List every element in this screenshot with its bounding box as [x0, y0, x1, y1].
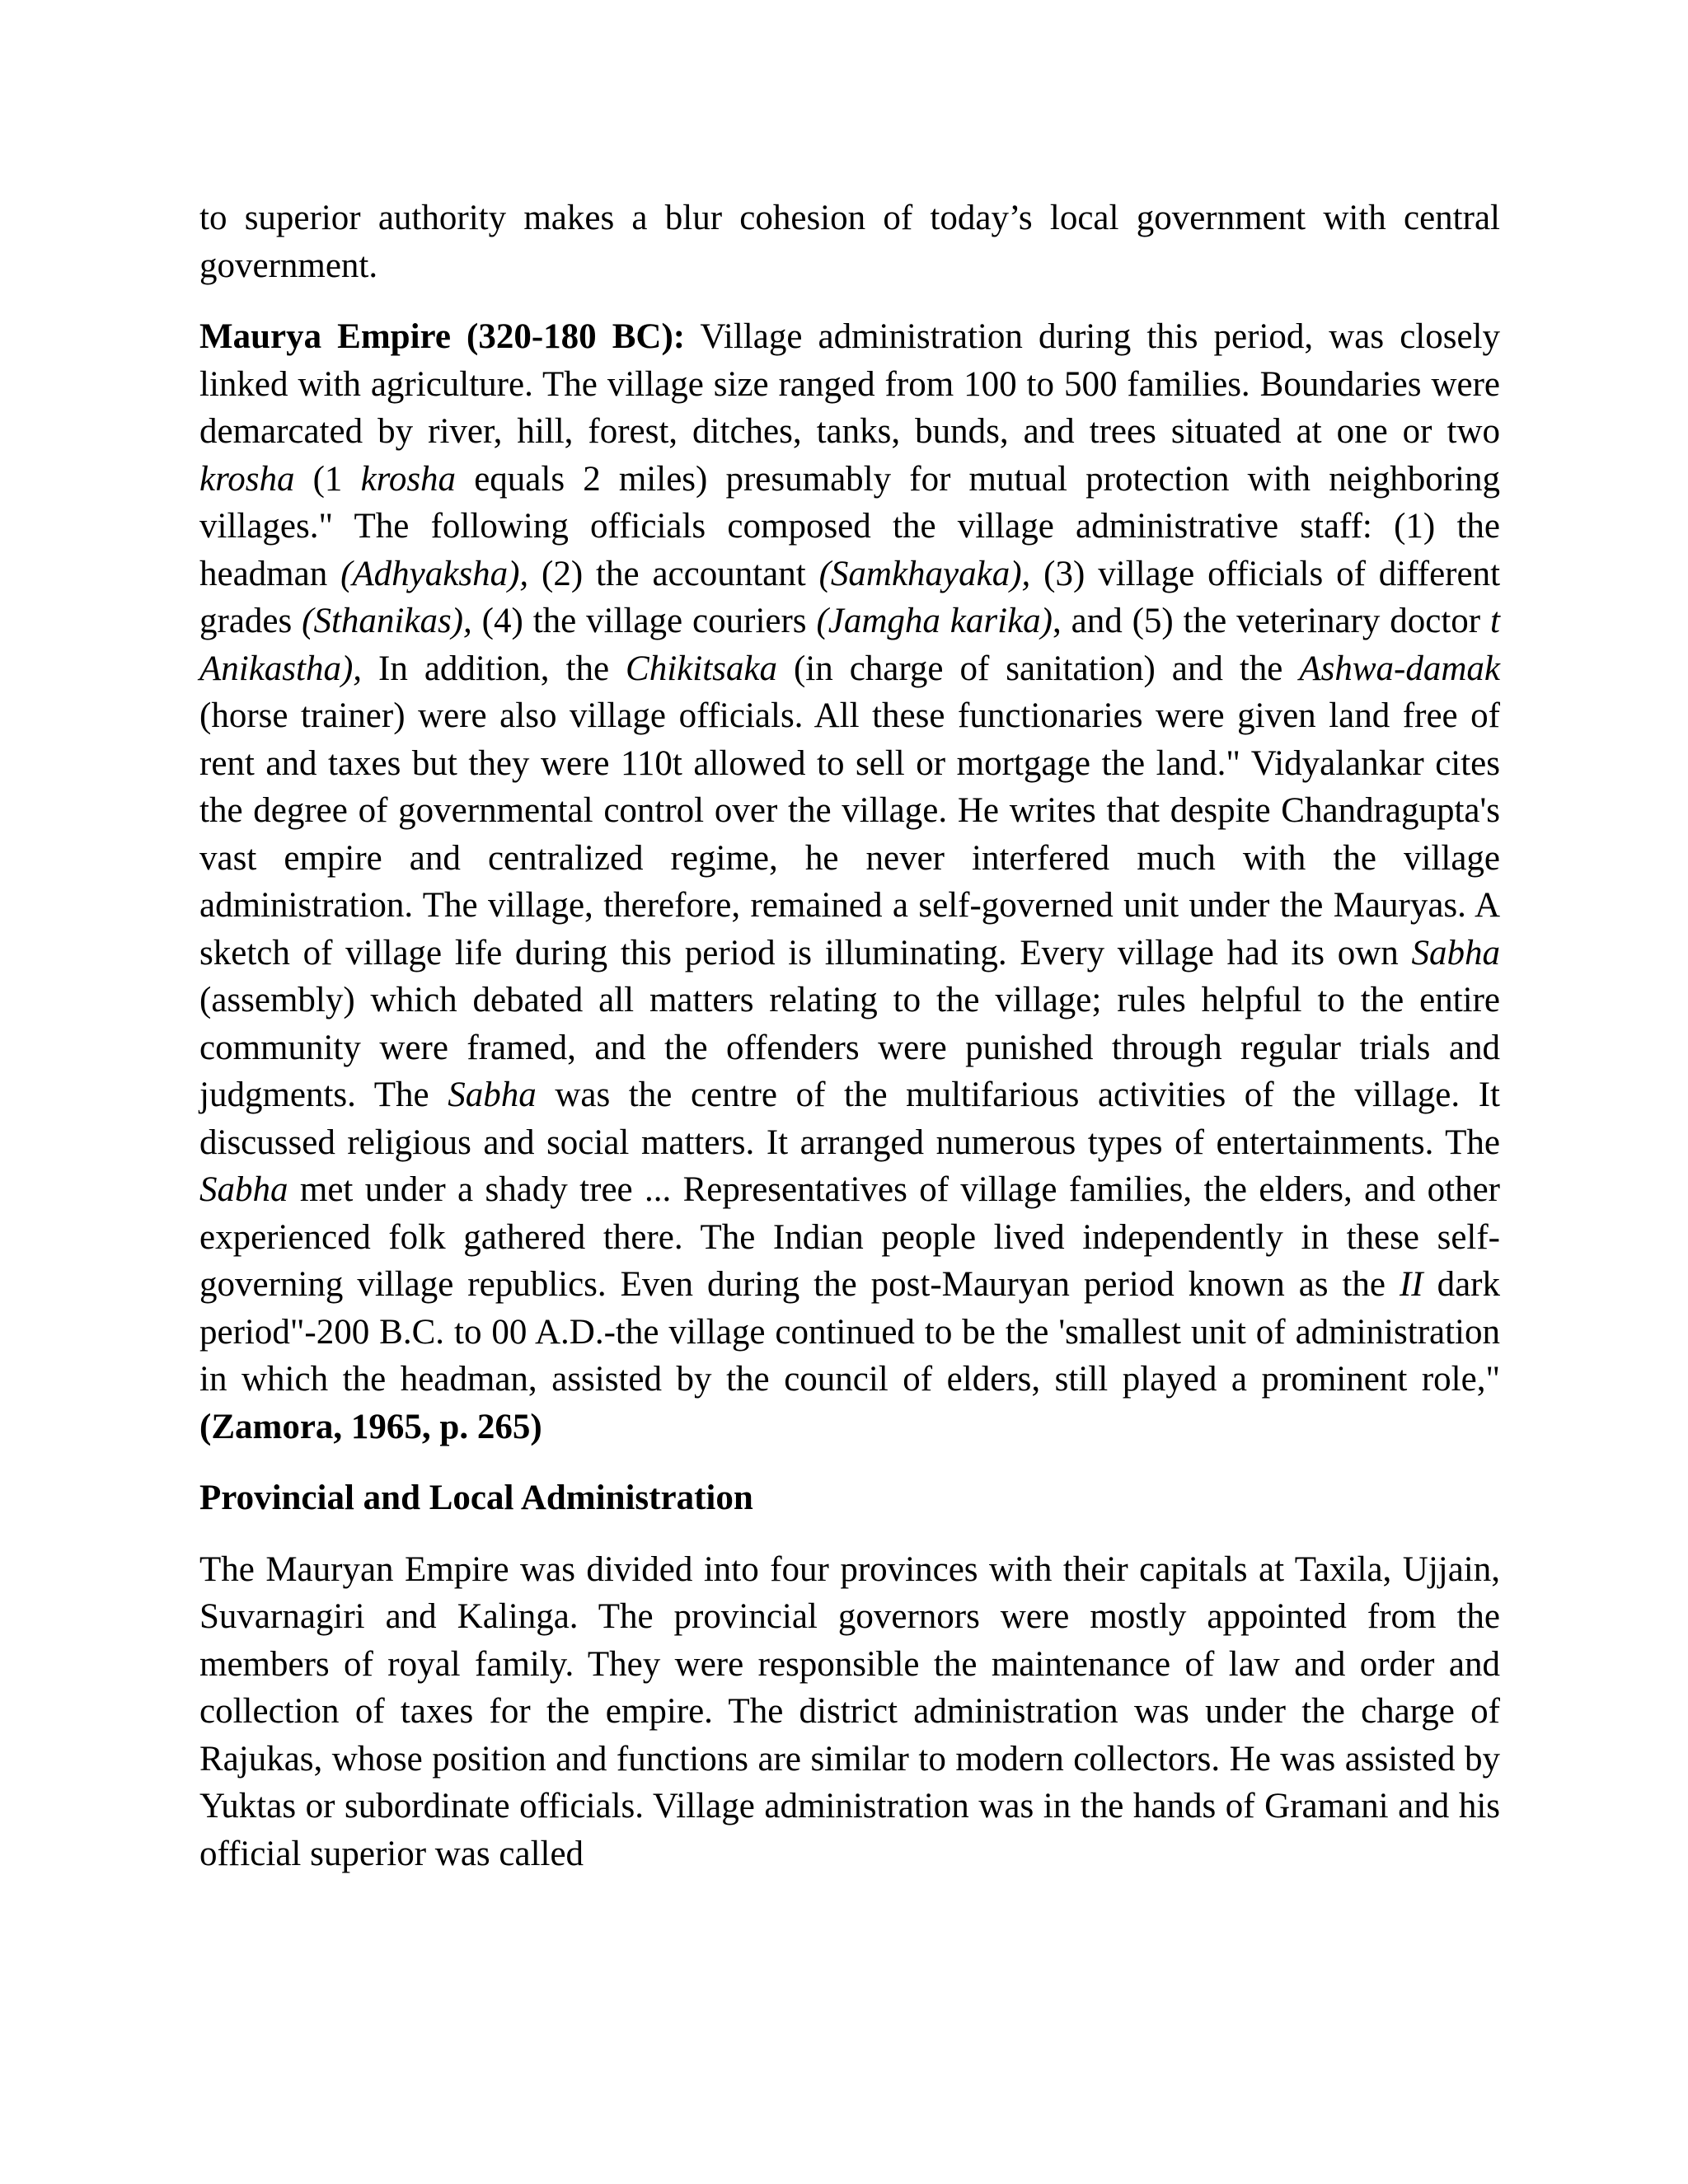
maurya-empire-heading: Maurya Empire (320-180 BC):	[199, 317, 686, 356]
provincial-paragraph: The Mauryan Empire was divided into four provinces with their capitals at Taxila, Ujjain, Suvarnagiri and Kalinga. The provincial governors were mostly appointed from the members of royal family. They were responsible the maintenance of law and order and collection of taxes for the empire. The district administration was under the charge of Rajukas, whose position and functions are similar to modern collectors. He was assisted by Yuktas or subordinate officials. Village administration was in the hands of Gramani and his official superior was called	[199, 1549, 1500, 1873]
citation: (Zamora, 1965, p. 265)	[199, 1407, 542, 1446]
maurya-empire-paragraph: Maurya Empire (320-180 BC): Village administration during this period, was closely linked with agriculture. The village size ranged from 100 to 500 families. Boundaries were demarcated by river, hill, forest, ditches, tanks, bunds, and trees situated at one or two krosha (1 krosha equals 2 miles) presumably for mutual protection with neighboring villages." The following officials composed the village administrative staff: (1) the headman (Adhyaksha), (2) the accountant (Samkhayaka), (3) village officials of different grades (Sthanikas), (4) the village couriers (Jamgha karika), and (5) the veterinary doctor t Anikastha), In addition, the Chikitsaka (in charge of sanitation) and the Ashwa-damak (horse trainer) were also village officials. All these functionaries were given land free of rent and taxes but they were 110t allowed to sell or mortgage the land." Vidyalankar cites the degree of governmental control over the village. He writes that despite Chandragupta's vast empire and centralized regime, he never interfered much with the village administration. The village, therefore, remained a self-governed unit under the Mauryas. A sketch of village life during this period is illuminating. Every village had its own Sabha (assembly) which debated all matters relating to the village; rules helpful to the entire community were framed, and the offenders were punished through regular trials and judgments. The Sabha was the centre of the multifarious activities of the village. It discussed religious and social matters. It arranged numerous types of entertainments. The Sabha met under a shady tree ... Representatives of village families, the elders, and other experienced folk gathered there. The Indian people lived independently in these self-governing village republics. Even during the post-Mauryan period known as the II dark period"-200 B.C. to 00 A.D.-the village continued to be the 'smallest unit of administration in which the headman, assisted by the council of elders, still played a prominent role," (Zamora, 1965, p. 265)	[199, 317, 1501, 1446]
provincial-heading: Provincial and Local Administration	[199, 1479, 753, 1517]
document-page	[199, 194, 1500, 1877]
continuation-paragraph: to superior authority makes a blur cohesion of today’s local government with central government.	[199, 199, 1500, 285]
